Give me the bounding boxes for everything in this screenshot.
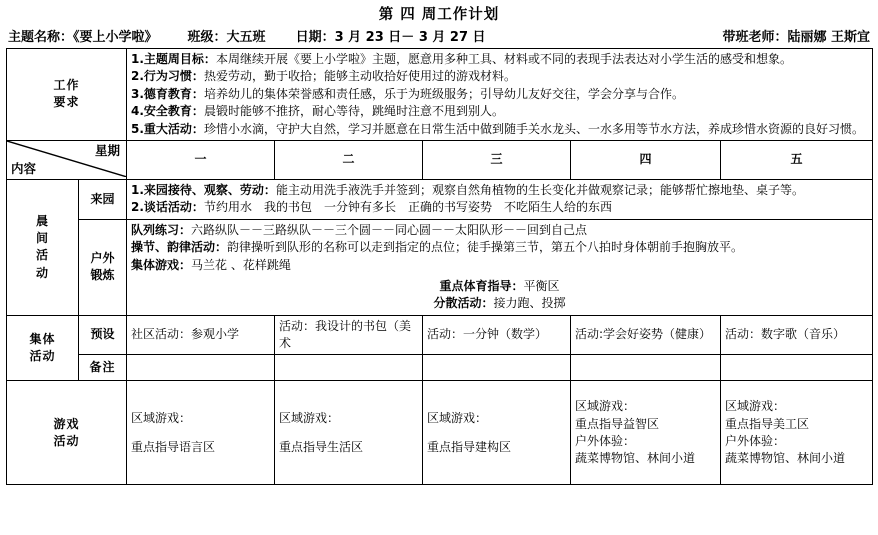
week-label: 星期 bbox=[95, 142, 121, 158]
class-value: 大五班 bbox=[226, 30, 266, 45]
game-day-2-line-1: 区域游戏： bbox=[279, 410, 340, 425]
collective-activity-day-1: 社区活动：参观小学 bbox=[127, 315, 275, 355]
game-day-1-line-1: 区域游戏： bbox=[131, 410, 192, 425]
collective-activity-day-3: 活动：一分钟（数学） bbox=[423, 315, 571, 355]
game-day-4-line-2: 重点指导益智区 bbox=[575, 416, 660, 431]
requirements-content bbox=[127, 49, 873, 141]
class-field bbox=[188, 26, 266, 45]
day-header-3: 三 bbox=[423, 140, 571, 179]
remark-day-1 bbox=[127, 355, 275, 381]
outdoor-content bbox=[127, 219, 873, 315]
requirements-label-line1: 工作 bbox=[53, 78, 80, 93]
requirement-1-text: 本周继续开展《要上小学啦》主题，愿意用多种工具、材料或不同的表现手法表达对小学生活的感受和想象。 bbox=[215, 52, 792, 66]
date-value: 3 月 23 日－ 3 月 27 日 bbox=[334, 30, 486, 45]
requirement-item-2 bbox=[131, 68, 868, 85]
table-row-requirements bbox=[7, 49, 873, 141]
collective-activity-day-5: 活动：数字歌（音乐） bbox=[721, 315, 873, 355]
table-row-games bbox=[7, 381, 873, 485]
outdoor-line-3-title: 集体游戏： bbox=[131, 257, 192, 272]
arrival-line-2 bbox=[131, 199, 868, 216]
game-day-2 bbox=[275, 381, 423, 485]
game-day-5 bbox=[721, 381, 873, 485]
weekly-plan-table bbox=[6, 48, 873, 485]
teacher-field bbox=[722, 26, 870, 45]
game-day-4-line-1: 区域游戏： bbox=[575, 399, 636, 414]
table-row-days-header bbox=[7, 140, 873, 179]
class-label: 班级： bbox=[187, 30, 227, 45]
arrival-content bbox=[127, 179, 873, 219]
outdoor-line-5-text: 接力跑、投掷 bbox=[493, 296, 566, 311]
game-day-5-line-2: 重点指导美工区 bbox=[725, 416, 810, 431]
game-day-4-line-3: 户外体验： bbox=[575, 433, 636, 448]
table-row-morning-outdoor bbox=[7, 219, 873, 315]
morning-label-c2: 间 bbox=[35, 230, 49, 245]
requirements-label-line2: 要求 bbox=[53, 95, 80, 110]
date-label: 日期： bbox=[295, 30, 335, 45]
arrival-line-1-title: 1.来园接待、观察、劳动： bbox=[131, 182, 276, 197]
outdoor-line-3 bbox=[131, 257, 868, 274]
teacher-label: 带班老师： bbox=[722, 30, 788, 45]
collective-label-line2: 活动 bbox=[29, 349, 56, 364]
outdoor-line-4-text: 平衡区 bbox=[523, 278, 560, 293]
preset-label: 预设 bbox=[79, 315, 127, 355]
game-day-5-line-3: 户外体验： bbox=[725, 433, 786, 448]
morning-label-c4: 动 bbox=[35, 265, 49, 280]
arrival-label: 来园 bbox=[79, 179, 127, 219]
requirement-item-4 bbox=[131, 103, 868, 120]
game-label-line1: 游戏 bbox=[53, 416, 80, 431]
remark-day-5 bbox=[721, 355, 873, 381]
week-content-diagonal-cell bbox=[7, 140, 127, 179]
arrival-line-2-text: 节约用水 我的书包 一分钟有多长 正确的书写姿势 不吃陌生人给的东西 bbox=[203, 200, 612, 215]
outdoor-line-2-title: 操节、韵律活动： bbox=[131, 240, 228, 255]
game-day-3-line-2: 重点指导建构区 bbox=[427, 439, 512, 454]
game-label-line2: 活动 bbox=[53, 433, 80, 448]
game-day-1 bbox=[127, 381, 275, 485]
collective-activity-day-4: 活动:学会好姿势（健康） bbox=[571, 315, 721, 355]
remark-label: 备注 bbox=[79, 355, 127, 381]
remark-day-3 bbox=[423, 355, 571, 381]
remark-day-2 bbox=[275, 355, 423, 381]
game-day-4-line-4: 蔬菜博物馆、林间小道 bbox=[575, 451, 696, 466]
table-row-morning-arrival bbox=[7, 179, 873, 219]
game-day-5-line-1: 区域游戏： bbox=[725, 399, 786, 414]
morning-activity-label bbox=[7, 179, 79, 315]
collective-activity-label bbox=[7, 315, 79, 381]
outdoor-label-line1: 户外 bbox=[90, 250, 115, 265]
requirement-4-title: 4.安全教育： bbox=[131, 104, 204, 119]
table-row-collective-remark bbox=[7, 355, 873, 381]
collective-label-line1: 集体 bbox=[29, 331, 56, 346]
collective-activity-day-2: 活动：我设计的书包（美术 bbox=[275, 315, 423, 355]
outdoor-line-1 bbox=[131, 222, 868, 239]
requirement-item-5 bbox=[131, 121, 868, 138]
date-field bbox=[296, 26, 486, 45]
day-header-2: 二 bbox=[275, 140, 423, 179]
requirement-2-title: 2.行为习惯： bbox=[131, 69, 204, 84]
arrival-line-1-text: 能主动用洗手液洗手并签到；观察自然角植物的生长变化并做观察记录；能够帮忙擦地垫、桌子等。 bbox=[275, 182, 804, 197]
requirement-item-1 bbox=[131, 51, 868, 68]
morning-label-c3: 活 bbox=[35, 248, 49, 263]
teacher-value: 陆丽娜 王斯宜 bbox=[787, 30, 870, 45]
outdoor-line-4-title: 重点体育指导： bbox=[439, 278, 524, 293]
theme-label: 主题名称： bbox=[8, 30, 74, 45]
theme-field bbox=[8, 26, 158, 45]
game-day-3 bbox=[423, 381, 571, 485]
outdoor-line-2-text: 韵律操听到队形的名称可以走到指定的点位；徒手操第三节，第五个八拍时身体朝前手抱胸放平。 bbox=[227, 240, 744, 255]
outdoor-label-line2: 锻炼 bbox=[90, 268, 115, 283]
game-day-4 bbox=[571, 381, 721, 485]
outdoor-line-2 bbox=[131, 239, 868, 256]
requirement-3-text: 培养幼儿的集体荣誉感和责任感，乐于为班级服务；引导幼儿友好交往，学会分享与合作。 bbox=[203, 86, 684, 101]
requirement-5-title: 5.重大活动： bbox=[131, 121, 204, 136]
requirement-4-text: 晨锻时能够不推挤，耐心等待，跳绳时注意不甩到别人。 bbox=[203, 104, 504, 119]
day-header-1: 一 bbox=[127, 140, 275, 179]
outdoor-line-1-text: 六路纵队－－三路纵队－－三个圆－－同心圆－－太阳队形－－回到自己点 bbox=[191, 222, 588, 237]
day-header-5: 五 bbox=[721, 140, 873, 179]
remark-day-4 bbox=[571, 355, 721, 381]
game-day-3-line-1: 区域游戏： bbox=[427, 410, 488, 425]
outdoor-label bbox=[79, 219, 127, 315]
day-header-4: 四 bbox=[571, 140, 721, 179]
arrival-line-1 bbox=[131, 182, 868, 199]
content-label: 内容 bbox=[11, 160, 37, 176]
outdoor-line-5 bbox=[131, 295, 868, 312]
game-activity-label bbox=[7, 381, 127, 485]
outdoor-line-5-title: 分散活动： bbox=[433, 296, 494, 311]
outdoor-line-4 bbox=[131, 278, 868, 295]
table-row-collective-preset bbox=[7, 315, 873, 355]
game-day-2-line-2: 重点指导生活区 bbox=[279, 439, 364, 454]
game-day-1-line-2: 重点指导语言区 bbox=[131, 439, 216, 454]
theme-value: 《要上小学啦》 bbox=[73, 30, 158, 45]
requirements-label bbox=[7, 49, 127, 141]
requirement-2-text: 热爱劳动，勤于收拾；能够主动收拾好使用过的游戏材料。 bbox=[203, 69, 516, 84]
game-day-5-line-4: 蔬菜博物馆、林间小道 bbox=[725, 451, 846, 466]
page-title: 第 四 周工作计划 bbox=[378, 7, 500, 23]
requirement-1-title: 1.主题周目标： bbox=[131, 52, 216, 66]
requirement-3-title: 3.德育教育： bbox=[131, 86, 204, 101]
morning-label-c1: 晨 bbox=[35, 213, 49, 228]
arrival-line-2-title: 2.谈话活动： bbox=[131, 200, 204, 215]
outdoor-line-3-text: 马兰花 、花样跳绳 bbox=[191, 257, 291, 272]
requirement-item-3 bbox=[131, 86, 868, 103]
requirement-5-text: 珍惜小水滴，守护大自然，学习并愿意在日常生活中做到随手关水龙头、一水多用等节水方法，养成珍惜水资源的良好习惯。 bbox=[203, 121, 864, 136]
meta-row bbox=[6, 26, 872, 48]
outdoor-line-1-title: 队列练习： bbox=[131, 222, 192, 237]
